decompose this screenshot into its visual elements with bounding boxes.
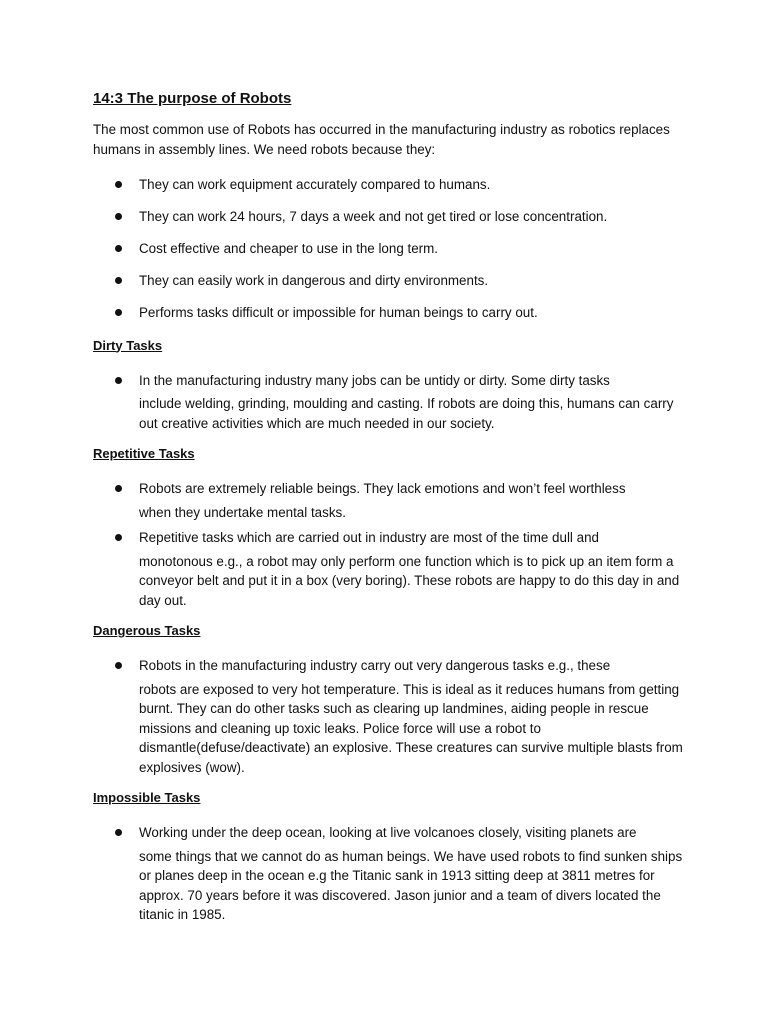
impossible-tasks-list (93, 823, 683, 925)
intro-paragraph: The most common use of Robots has occurred in the manufacturing industry as robotics replaces humans in assembly lines. We need robots because they: (93, 122, 670, 157)
section-heading-dirty-tasks: Dirty Tasks (93, 337, 163, 353)
list-item (93, 239, 683, 259)
list-item (93, 271, 683, 291)
list-item-first-line: Robots are extremely reliable beings. They lack emotions and won’t feel worthless (139, 481, 626, 496)
list-item-text: some things that we cannot do as human beings. We have used robots to find sunken ships or planes deep in the ocean e.g the Titanic sank in 1913 sitting deep at 3811 metres for approx. 70 years before it was discovered. Jason junior and a team of divers located the titanic in 1985. (139, 848, 683, 922)
list-item (93, 371, 683, 434)
section-heading-dangerous-tasks: Dangerous Tasks (93, 623, 201, 638)
document-page (93, 88, 683, 937)
list-item (93, 823, 683, 925)
list-item-first-line: In the manufacturing industry many jobs can be untidy or dirty. Some dirty tasks (139, 372, 610, 388)
bullet-icon (115, 829, 122, 836)
section-heading-repetitive-tasks: Repetitive Tasks (93, 446, 195, 461)
list-item (93, 207, 683, 227)
dirty-tasks-list (93, 371, 683, 434)
repetitive-tasks-list (93, 479, 683, 610)
bullet-icon (115, 534, 122, 541)
bullet-icon (115, 213, 122, 220)
list-item (93, 528, 683, 610)
list-item (93, 479, 683, 522)
list-item-text: when they undertake mental tasks. (139, 504, 346, 520)
list-item-text: Performs tasks difficult or impossible for human beings to carry out. (139, 305, 538, 320)
list-item-first-line: Robots in the manufacturing industry carry out very dangerous tasks e.g., these (139, 658, 611, 673)
bullet-icon (115, 181, 122, 188)
list-item-text: include welding, grinding, moulding and casting. If robots are doing this, humans can carry out creative activities which are much needed in our society. (139, 396, 674, 431)
bullet-icon (115, 485, 122, 492)
list-item (93, 175, 683, 195)
list-item-first-line: Working under the deep ocean, looking at live volcanoes closely, visiting planets are (139, 825, 637, 840)
section-heading-impossible-tasks: Impossible Tasks (93, 790, 201, 805)
bullet-icon (115, 245, 122, 252)
list-item-text: They can easily work in dangerous and dirty environments. (139, 273, 489, 288)
list-item-text: monotonous e.g., a robot may only perform one function which is to pick up an item form a conveyor belt and put it in a box (very boring). These robots are happy to do this day in and day out. (139, 553, 680, 608)
page-title: 14:3 The purpose of Robots (93, 90, 292, 107)
bullet-icon (115, 662, 122, 669)
list-item-text: They can work equipment accurately compared to humans. (139, 177, 491, 192)
bullet-icon (115, 277, 122, 284)
list-item-text: Cost effective and cheaper to use in the long term. (139, 241, 438, 256)
list-item-first-line: Repetitive tasks which are carried out in industry are most of the time dull and (139, 530, 599, 545)
bullet-icon (115, 377, 122, 384)
list-item-text: They can work 24 hours, 7 days a week and not get tired or lose concentration. (139, 209, 608, 224)
reasons-list (93, 175, 683, 323)
dangerous-tasks-list (93, 656, 683, 777)
bullet-icon (115, 309, 122, 316)
list-item (93, 656, 683, 777)
list-item-text: robots are exposed to very hot temperature. This is ideal as it reduces humans from getting burnt. They can do other tasks such as clearing up landmines, aiding people in rescue missions and cleaning up toxic leaks. Police force will use a robot to dismantle(defuse/deactivate) an explosive. These creatures can survive multiple blasts from explosives (wow). (139, 681, 683, 775)
list-item (93, 303, 683, 323)
